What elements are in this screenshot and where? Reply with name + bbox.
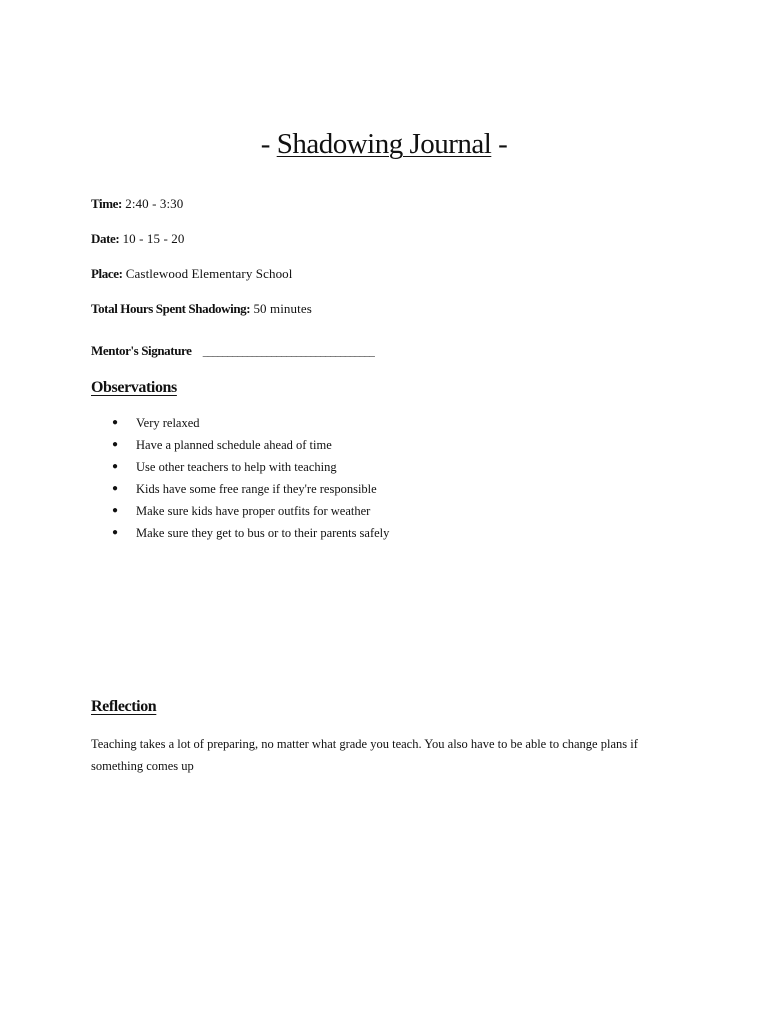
date-field <box>91 230 184 248</box>
list-item-text: Very relaxed <box>136 416 200 430</box>
list-item <box>112 478 389 500</box>
bullet-icon: ● <box>112 527 119 538</box>
signature-label: Mentor's Signature <box>91 343 192 358</box>
place-label: Place: <box>91 266 123 281</box>
place-value: Castlewood Elementary School <box>125 266 293 281</box>
bullet-icon: ● <box>112 483 119 494</box>
signature-line: ___________________________________ <box>202 346 375 358</box>
date-label: Date: <box>91 231 120 246</box>
bullet-icon: ● <box>112 461 119 472</box>
observations-heading: Observations <box>91 379 177 396</box>
list-item-text: Make sure kids have proper outfits for weather <box>136 504 371 518</box>
date-value: 10 - 15 - 20 <box>122 231 185 246</box>
title-prefix: - <box>260 128 277 160</box>
reflection-heading: Reflection <box>91 698 157 715</box>
observations-list <box>112 412 389 544</box>
bullet-icon: ● <box>112 439 119 450</box>
reflection-text: Teaching takes a lot of preparing, no matter what grade you teach. You also have to be able to change plans if something comes up <box>91 737 638 773</box>
hours-field <box>91 300 312 318</box>
page-title <box>0 124 768 164</box>
title-main: Shadowing Journal <box>276 128 492 160</box>
hours-value: 50 minutes <box>253 301 312 316</box>
list-item <box>112 500 389 522</box>
time-value: 2:40 - 3:30 <box>125 196 184 211</box>
list-item-text: Use other teachers to help with teaching <box>136 460 337 474</box>
list-item-text: Have a planned schedule ahead of time <box>136 438 332 452</box>
place-field <box>91 265 293 283</box>
bullet-icon: ● <box>112 505 119 516</box>
list-item <box>112 456 389 478</box>
title-suffix: - <box>491 128 508 160</box>
list-item <box>112 434 389 456</box>
bullet-icon: ● <box>112 417 119 428</box>
hours-label: Total Hours Spent Shadowing: <box>91 301 251 316</box>
list-item-text: Kids have some free range if they're responsible <box>136 482 377 496</box>
time-label: Time: <box>91 196 122 211</box>
signature-field <box>91 342 374 361</box>
list-item-text: Make sure they get to bus or to their parents safely <box>136 526 390 540</box>
list-item <box>112 522 389 544</box>
time-field <box>91 195 183 213</box>
list-item <box>112 412 389 434</box>
